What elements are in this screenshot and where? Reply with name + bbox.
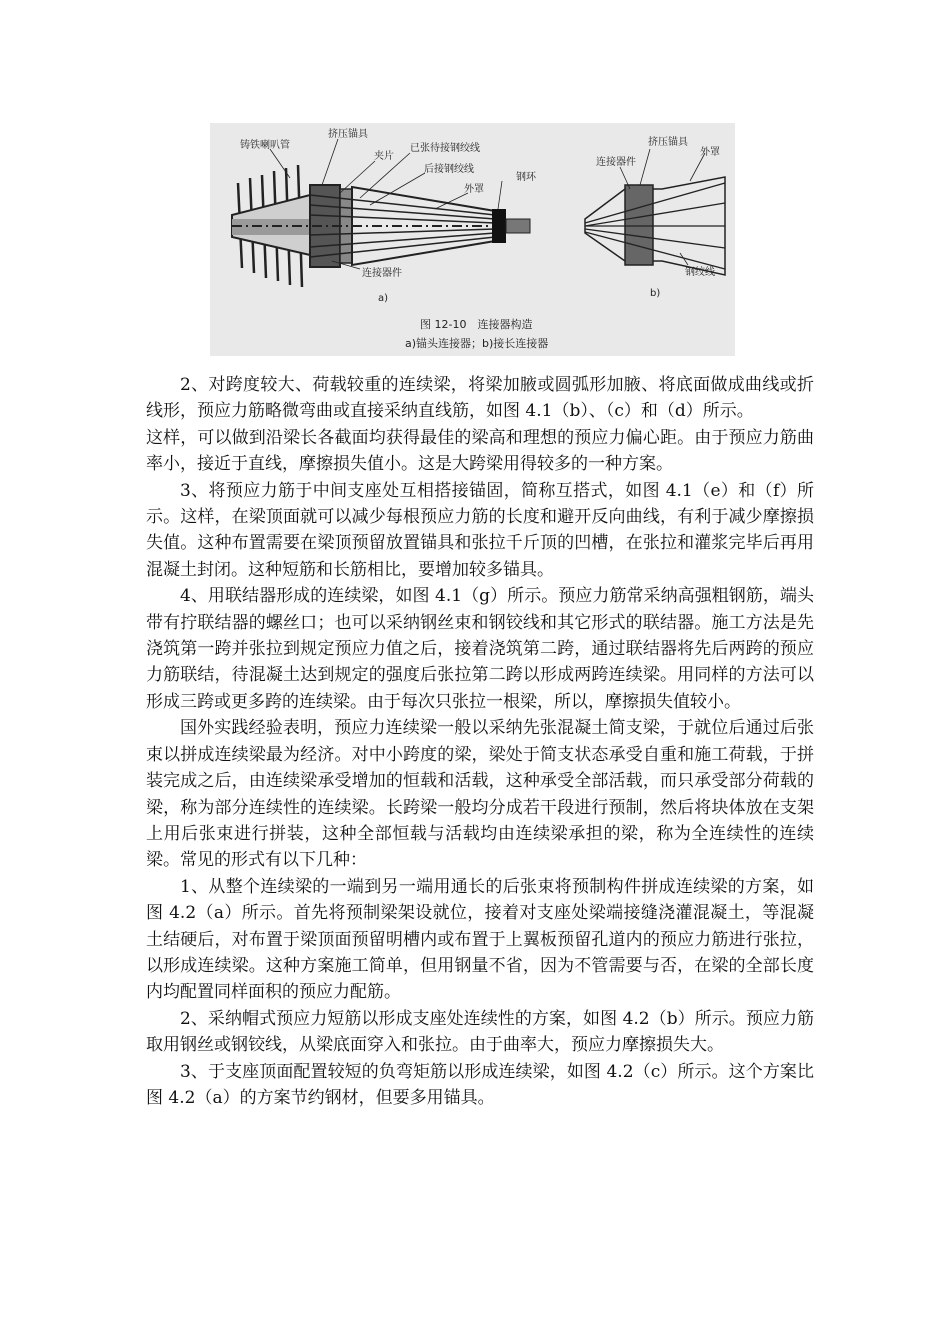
- label-steel-ring: 钢环: [516, 172, 536, 183]
- label-cast-iron-trumpet: 铸铁喇叭管: [240, 140, 290, 151]
- connector-drawing: [210, 123, 735, 356]
- connector-figure: [210, 123, 735, 356]
- label-connector-b: 连接器件: [596, 157, 636, 168]
- paragraph-5: 国外实践经验表明，预应力连续梁一般以采纳先张混凝土简支梁，于就位后通过后张束以拼成连续梁最为经济。对中小跨度的梁，梁处于简支状态承受自重和施工荷载，于拼装完成之后，由连续梁承受增加的恒载和活载，这种承受全部活载，而只承受部分荷载的梁，称为部分连续性的连续梁。长跨梁一般均分成若干段进行预制，然后将块体放在支架上用后张束进行拼装，这种全部恒载与活载均由连续梁承担的梁，称为全连续性的连续梁。常见的形式有以下几种：: [146, 718, 814, 871]
- paragraph-7: 2、采纳帽式预应力短筋以形成支座处连续性的方案，如图 4.2（b）所示。预应力筋取用钢丝或钢铰线，从梁底面穿入和张拉。由于曲率大，预应力摩擦损失大。: [146, 1008, 814, 1056]
- paragraph-8: 3、于支座顶面配置较短的负弯矩筋以形成连续梁，如图 4.2（c）所示。这个方案比图 4.2（a）的方案节约钢材，但要多用锚具。: [146, 1061, 814, 1108]
- label-sub-b: b): [650, 288, 661, 299]
- body-text: [146, 372, 814, 1111]
- label-connector-a: 连接器件: [362, 268, 402, 279]
- paragraph-3: 3、将预应力筋于中间支座处互相搭接锚固，简称互搭式，如图 4.1（e）和（f）所示。这样，在梁顶面就可以减少每根预应力筋的长度和避开反向曲线，有利于减少摩擦损失值。这种布置需要在梁顶预留放置锚具和张拉千斤顶的凹槽，在张拉和灌浆完毕后再用混凝土封闭。这种短筋和长筋相比，要增加较多锚具。: [146, 480, 814, 580]
- label-extrusion-anchor-b: 挤压锚具: [648, 137, 688, 148]
- label-sub-a: a): [378, 293, 389, 304]
- label-outer-cover-b: 外罩: [700, 147, 720, 158]
- label-tensioned-strand: 已张待接钢绞线: [410, 143, 480, 154]
- figure-subcaption: a)锚头连接器；b)接长连接器: [405, 337, 549, 350]
- paragraph-2: 这样，可以做到沿梁长各截面均获得最佳的梁高和理想的预应力偏心距。由于预应力筋曲率小，接近于直线，摩擦损失值小。这是大跨梁用得较多的一种方案。: [146, 427, 814, 475]
- paragraph-4: 4、用联结器形成的连续梁，如图 4.1（g）所示。预应力筋常采纳高强粗钢筋，端头带有拧联结器的螺丝口；也可以采纳钢丝束和钢铰线和其它形式的联结器。施工方法是先浇筑第一跨并张拉到规定预应力值之后，接着浇筑第二跨，通过联结器将先后两跨的预应力筋联结，待混凝土达到规定的强度后张拉第二跨以形成两跨连续梁。用同样的方法可以形成三跨或更多跨的连续梁。由于每次只张拉一根梁，所以，摩擦损失值较小。: [146, 586, 814, 712]
- label-outer-cover-a: 外罩: [464, 184, 484, 195]
- paragraph-6: 1、从整个连续梁的一端到另一端用通长的后张束将预制构件拼成连续梁的方案，如图 4.2（a）所示。首先将预制梁架设就位，接着对支座处梁端接缝浇灌混凝土，等混凝土结硬后，对布置于梁顶面预留明槽内或布置于上翼板预留孔道内的预应力筋进行张拉，以形成连续梁。这种方案施工简单，但用钢量不省，因为不管需要与否，在梁的全部长度内均配置同样面积的预应力配筋。: [146, 876, 814, 1003]
- figure-caption: 图 12-10 连接器构造: [420, 318, 533, 331]
- label-strand-b: 钢绞线: [685, 267, 715, 278]
- label-clip: 夹片: [374, 151, 394, 162]
- label-later-strand: 后接钢绞线: [424, 164, 474, 175]
- paragraph-1: 2、对跨度较大、荷载较重的连续梁，将梁加腋或圆弧形加腋、将底面做成曲线或折线形，预应力筋略微弯曲或直接采纳直线筋，如图 4.1（b）、（c）和（d）所示。: [146, 375, 814, 422]
- label-extrusion-anchor-a: 挤压锚具: [328, 129, 368, 140]
